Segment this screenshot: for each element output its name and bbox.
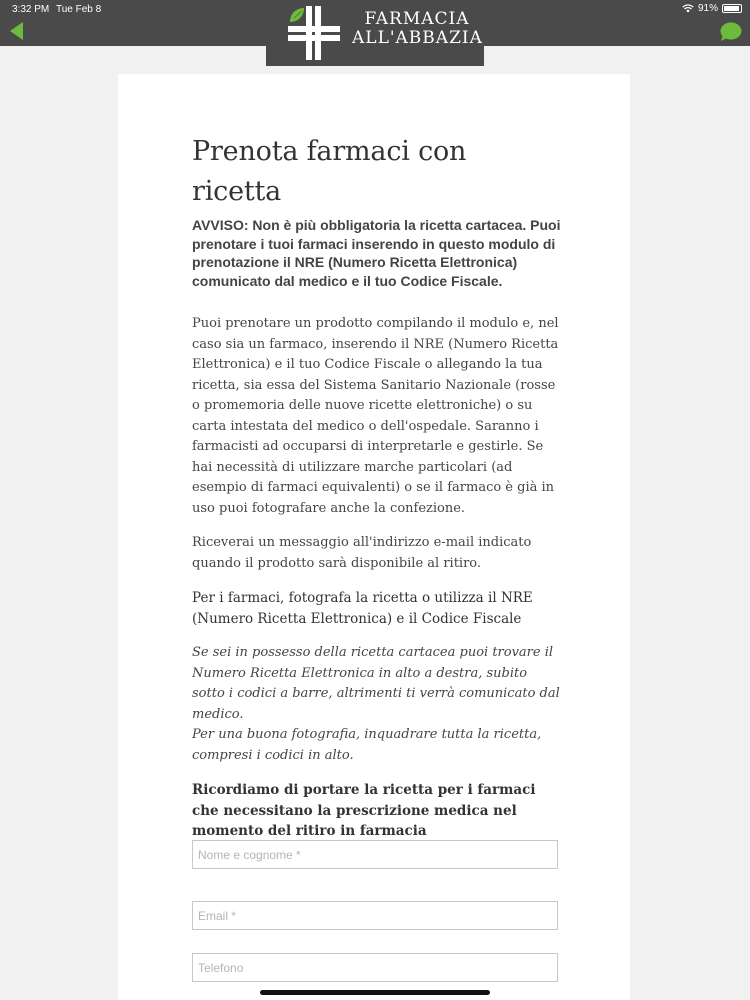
photo-subheading: Per i farmaci, fotografa la ricetta o utilizza il NRE (Numero Ricetta Elettronica) e il Codice Fiscale (192, 590, 533, 627)
battery-fill (724, 6, 739, 11)
back-arrow-icon[interactable] (10, 22, 23, 40)
status-time: 3:32 PM (12, 4, 50, 15)
italic-note (192, 643, 562, 766)
battery-percent: 91% (697, 3, 718, 14)
logo-line2: ALL'ABBAZIA (352, 28, 483, 48)
phone-input[interactable] (192, 953, 558, 982)
italic-note-photo: Per una buona fotografia, inquadrare tutta la ricetta, compresi i codici in alto. (192, 727, 542, 763)
chat-bubble-icon[interactable] (720, 22, 742, 42)
name-input[interactable] (192, 840, 558, 869)
home-indicator[interactable] (260, 990, 490, 995)
email-input[interactable] (192, 901, 558, 930)
logo-line1: FARMACIA (364, 9, 470, 29)
status-right (682, 3, 742, 14)
intro-paragraph: Puoi prenotare un prodotto compilando il modulo e, nel caso sia un farmaco, inserendo il NRE (Numero Ricetta Elettronica) e il tuo Codice Fiscale o allegando la tua ricetta, sia essa del Sistema Sanitario Nazionale (rosse o promemoria delle nuove ricette elettroniche) o su carta intestata del medico o dell'ospedale. Saranno i farmacisti ad occuparsi di interpretarle e gestirle. Se hai necessità di utilizzare marche particolari (ad esempio di farmaci equivalenti) o se il farmaco è già in uso puoi fotografare anche la confezione. (192, 316, 559, 516)
notice-text: AVVISO: Non è più obbligatoria la ricetta cartacea. Puoi prenotare i tuoi farmaci inserendo in questo modulo di prenotazione il NRE (Numero Ricetta Elettronica) comunicato dal medico e il tuo Codice Fiscale. (192, 217, 561, 289)
pharmacy-cross-icon (286, 2, 342, 60)
reminder-text: Ricordiamo di portare la ricetta per i farmaci che necessitano la prescrizione medica nel momento del ritiro in farmacia (192, 782, 536, 840)
pharmacy-logo[interactable] (286, 2, 486, 60)
wifi-icon (682, 4, 694, 13)
italic-note-nre: Se sei in possesso della ricetta cartacea puoi trovare il Numero Ricetta Elettronica in alto a destra, subito sotto i codici a barre, altrimenti ti verrà comunicato dal medico. (192, 645, 560, 722)
page-title: Prenota farmaci con ricetta (192, 136, 467, 207)
battery-icon (722, 4, 742, 13)
booking-content (192, 132, 562, 842)
status-date: Tue Feb 8 (56, 4, 102, 15)
email-info-paragraph: Riceverai un messaggio all'indirizzo e-mail indicato quando il prodotto sarà disponibile al ritiro. (192, 535, 532, 571)
logo-text (352, 10, 482, 48)
